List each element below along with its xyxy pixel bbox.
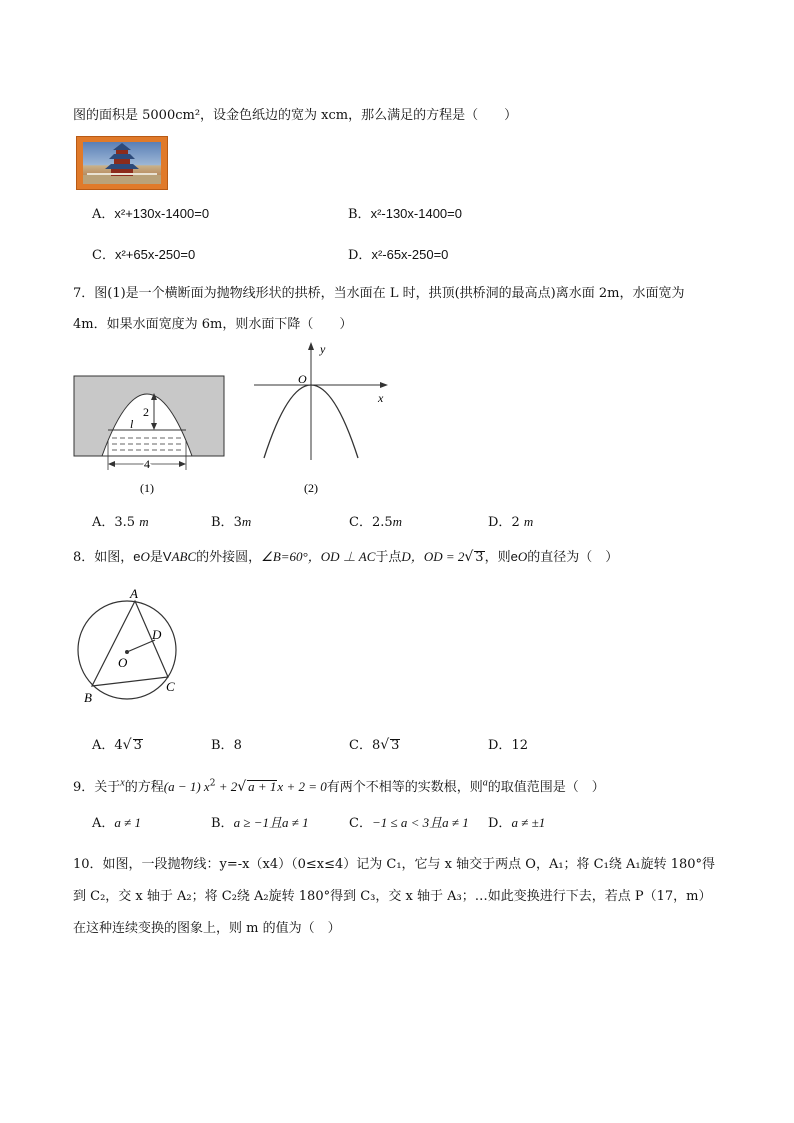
q8-fig-label-d: D — [152, 627, 162, 642]
fig1-height-label: 2 — [143, 405, 149, 419]
q8-option-b[interactable]: B．8 — [211, 738, 242, 753]
q9-option-c[interactable]: C．−1 ≤ a < 3且a ≠ 1 — [349, 815, 469, 831]
q8-fig-label-o: O — [118, 655, 128, 670]
q8-figure — [74, 585, 186, 707]
q9-option-a[interactable]: A．a ≠ 1 — [92, 815, 142, 831]
fig1-l-label: l — [130, 417, 134, 431]
fig2-caption: (2) — [304, 481, 318, 495]
intro-text: 图的面积是 5000cm²，设金色纸边的宽为 xcm，那么满足的方程是（ ） — [73, 108, 518, 123]
q8-fig-label-a: A — [130, 586, 138, 601]
q8-option-c[interactable]: C．8√ 3 — [349, 737, 400, 753]
q9-option-d[interactable]: D．a ≠ ±1 — [488, 815, 546, 831]
fig2-y-label: y — [320, 342, 326, 356]
q7-option-d[interactable]: D．2 m — [488, 514, 534, 530]
q10-line3: 在这种连续变换的图象上，则 m 的值为（ ） — [73, 921, 341, 936]
q7-option-a[interactable]: A．3.5 m — [92, 514, 149, 530]
q10-line1: 10．如图，一段抛物线：y=-x（x4）（0≤x≤4）记为 C₁，它与 x 轴交于两点 O，A₁；将 C₁绕 A₁旋转 180°得 — [73, 857, 716, 872]
q8-fig-label-c: C — [166, 679, 175, 694]
q7-figure-1 — [72, 374, 228, 496]
q9-option-b[interactable]: B．a ≥ −1且a ≠ 1 — [211, 815, 309, 831]
q9-text: 9．关于$^x$的方程(a − 1) $x^2 + 2√$ a + 1x + 2 = 0有两个不相等的实数根，则$^a$的取值范围是（ ） — [73, 777, 605, 795]
fig1-caption: (1) — [140, 481, 154, 495]
q7-option-c[interactable]: C．2.5m — [349, 514, 403, 530]
fig2-x-label: x — [378, 391, 384, 405]
fig2-o-label: O — [298, 372, 307, 386]
q7-line1: 7．图(1)是一个横断面为抛物线形状的拱桥，当水面在 L 时，拱顶(拱桥洞的最高点)离水面 2m，水面宽为 — [73, 286, 685, 301]
temple-icon — [83, 142, 161, 184]
q8-option-d[interactable]: D．12 — [488, 738, 528, 753]
q6-option-d[interactable]: D．x²-65x-250=0 — [348, 247, 449, 263]
q10-line2: 到 C₂，交 x 轴于 A₂；将 C₂绕 A₂旋转 180°得到 C₃，交 x 轴于 A₃；…如此变换进行下去，若点 P（17，m） — [73, 889, 712, 904]
q7-figure-2 — [250, 340, 395, 496]
q6-option-c[interactable]: C．x²+65x-250=0 — [92, 247, 196, 263]
fig1-width-label: 4 — [144, 457, 150, 471]
q8-option-a[interactable]: A．4√ 3 — [92, 737, 142, 753]
q8-fig-label-b: B — [84, 690, 92, 705]
q6-option-b[interactable]: B．x²-130x-1400=0 — [348, 206, 462, 222]
q6-option-a[interactable]: A．x²+130x-1400=0 — [92, 206, 210, 222]
temple-photo — [76, 136, 168, 190]
q8-text: 8．如图，eO是VABC的外接圆，∠B=60°，OD ⊥ AC于点D，OD = 2√ 3，则eO的直径为（ ） — [73, 549, 619, 565]
q7-line2: 4m．如果水面宽度为 6m，则水面下降（ ） — [73, 317, 353, 332]
q7-option-b[interactable]: B．3m — [211, 514, 252, 530]
